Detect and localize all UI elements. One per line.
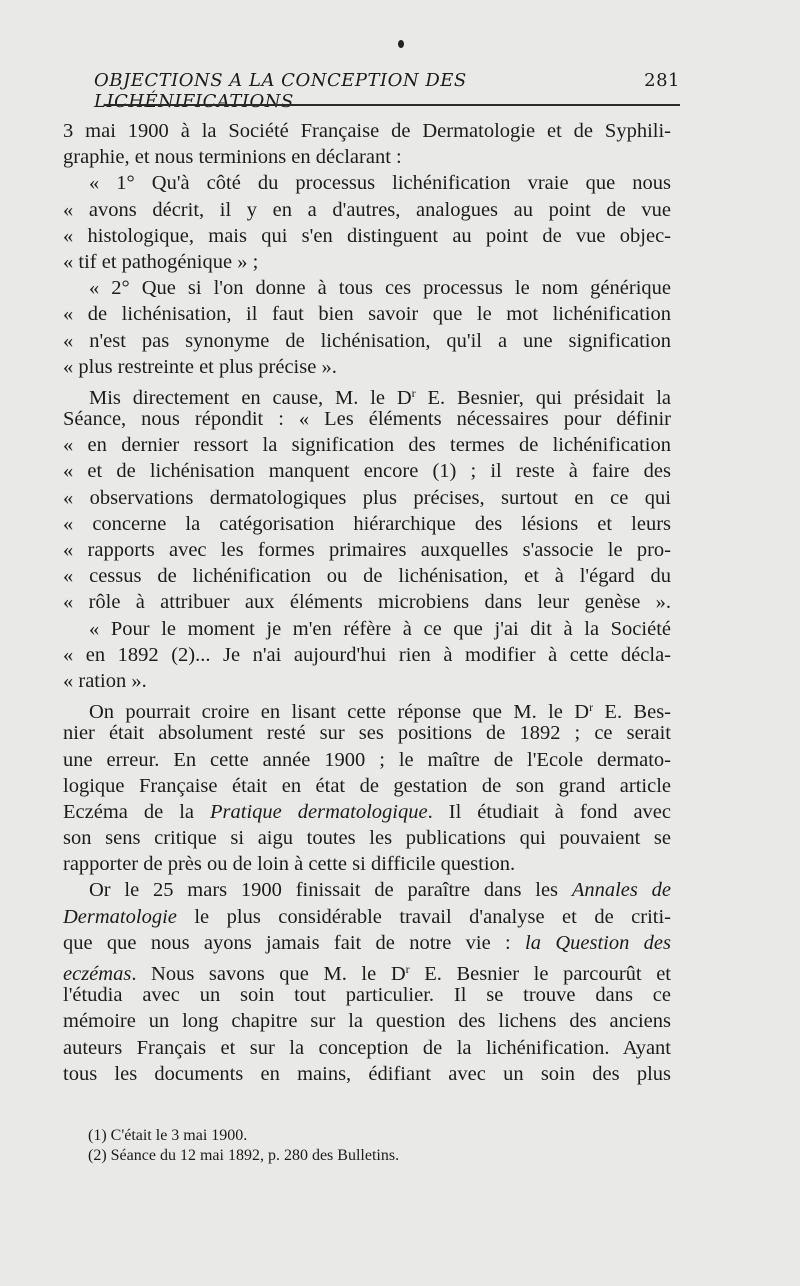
text-line: « de lichénisation, il faut bien savoir que le mot lichénification [63, 303, 671, 326]
text-line: tous les documents en mains, édifiant avec un soin des plus [63, 1062, 671, 1085]
text-segment: que que nous ayons jamais fait de notre vie : [63, 931, 526, 954]
page-number: 281 [644, 70, 680, 91]
italic-title: Annales de [571, 879, 671, 902]
italic-title: la Question des [525, 931, 671, 954]
text-segment: . Nous savons que M. le D [131, 963, 406, 985]
text-line: son sens critique si aigu toutes les publications qui pouvaient se [63, 827, 671, 850]
text-line: une erreur. En cette année 1900 ; le maître de l'Ecole dermato- [63, 748, 671, 771]
footnote: (2) Séance du 12 mai 1892, p. 280 des Bulletins. [88, 1147, 400, 1164]
text-line [63, 930, 671, 956]
text-segment: Or le 25 mars 1900 finissait de paraître dans les [89, 879, 572, 902]
text-line: « concerne la catégorisation hiérarchique des lésions et leurs [63, 512, 671, 535]
text-line: « rôle à attribuer aux éléments microbiens dans leur genèse ». [63, 591, 671, 614]
text-segment: Mis directement en cause, M. le D [89, 386, 412, 409]
text-line: « ration ». [63, 669, 147, 692]
text-line: « Pour le moment je m'en réfère à ce que j'ai dit à la Société [89, 617, 671, 640]
text-line: « histologique, mais qui s'en distinguent au point de vue objec- [63, 224, 671, 247]
text-line: 3 mai 1900 à la Société Française de Dermatologie et de Syphili- [63, 120, 671, 142]
superscript: r [589, 700, 594, 715]
text-line [63, 380, 672, 409]
text-line: « en 1892 (2)... Je n'ai aujourd'hui rien à modifier à cette décla- [63, 643, 671, 666]
text-line: « en dernier ressort la signification des termes de lichénification [63, 434, 671, 457]
text-segment: . Il étudiait à fond avec [427, 800, 671, 823]
text-segment: On pourrait croire en lisant cette réponse que M. le D [89, 701, 590, 724]
text-line: « et de lichénisation manquent encore (1) ; il reste à faire des [63, 460, 671, 483]
text-line: Séance, nous répondit : « Les éléments nécessaires pour définir [63, 408, 671, 431]
text-line: rapporter de près ou de loin à cette si difficile question. [63, 853, 516, 876]
italic-title: Pratique dermatologique [210, 800, 428, 823]
text-line: logique Française était en état de gestation de son grand article [63, 774, 671, 797]
text-line: nier était absolument resté sur ses positions de 1892 ; ce serait [63, 722, 671, 745]
text-line: « rapports avec les formes primaires auxquelles s'associe le pro- [63, 539, 671, 561]
text-line: « observations dermatologiques plus précises, surtout en ce qui [63, 486, 671, 509]
text-segment: le plus considérable travail d'analyse et de criti- [176, 905, 671, 928]
running-title: OBJECTIONS A LA CONCEPTION DES LICHÉNIFICATIONS [94, 70, 467, 112]
text-line: « 1° Qu'à côté du processus lichénification vraie que nous [89, 172, 671, 195]
text-segment: E. Besnier le parcourût et [409, 963, 672, 985]
text-line [63, 904, 671, 930]
text-segment: E. Besnier, qui présidait la [415, 386, 672, 409]
text-line: graphie, et nous terminions en déclarant : [63, 146, 402, 169]
text-line: « 2° Que si l'on donne à tous ces processus le nom générique [89, 277, 671, 300]
text-line: « avons décrit, il y en a d'autres, analogues au point de vue [63, 198, 671, 221]
text-segment: E. Bes- [593, 701, 671, 724]
footnote: (1) C'était le 3 mai 1900. [88, 1127, 248, 1144]
text-line [63, 694, 671, 724]
text-line [63, 956, 672, 985]
footnotes [88, 1126, 668, 1166]
text-line: « tif et pathogénique » ; [63, 250, 259, 273]
text-line: l'étudia avec un soin tout particulier. Il se trouve dans ce [63, 984, 671, 1007]
text-line [63, 799, 671, 825]
text-line: mémoire un long chapitre sur la question des lichens des anciens [63, 1010, 671, 1033]
italic-title: eczémas [63, 963, 132, 985]
body-text [63, 118, 671, 1087]
text-line: « n'est pas synonyme de lichénisation, qu'il a une signification [63, 329, 671, 352]
text-line: « cessus de lichénification ou de lichénisation, et à l'égard du [63, 565, 671, 588]
header-rule [104, 104, 680, 106]
superscript: r [405, 962, 410, 976]
ink-dot [398, 40, 404, 48]
italic-title: Dermatologie [63, 905, 177, 928]
text-line [63, 877, 671, 903]
superscript: r [411, 385, 416, 400]
text-line: auteurs Français et sur la conception de la lichénification. Ayant [63, 1036, 671, 1059]
text-segment: Eczéma de la [63, 800, 211, 823]
text-line: « plus restreinte et plus précise ». [63, 355, 337, 378]
